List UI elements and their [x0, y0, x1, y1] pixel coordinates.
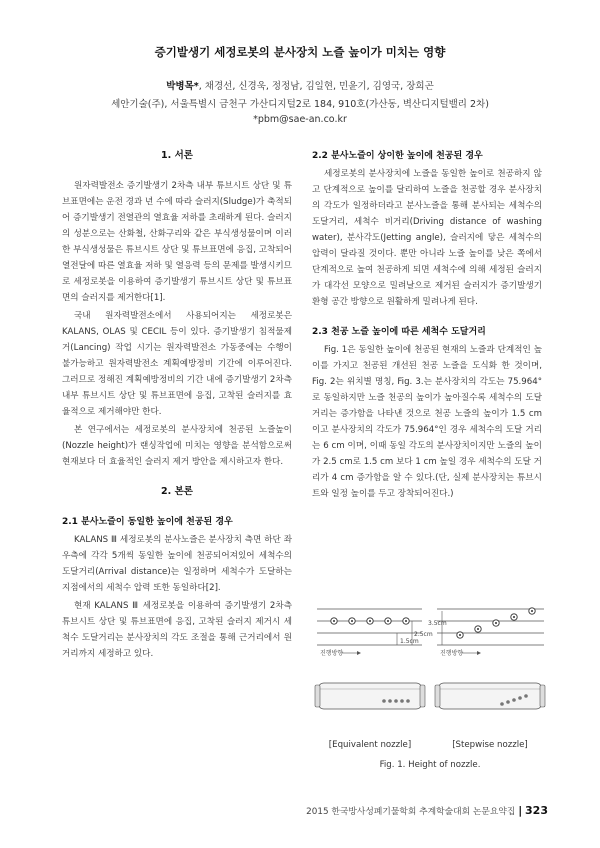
pipe-nozzle-hole: [518, 696, 522, 700]
footer-text: 2015 한국방사성폐기물학회 추계학술대회 논문요약집: [306, 807, 519, 817]
subsection-2-2-paragraph: 세정로봇의 분사장치에 노즐을 동일한 높이로 천공하지 않고 단계적으로 높이를 달리하여 노즐을 천공할 경우 분사장치의 각도가 일정하더라고 분사노즐을 통해 분사되는 세척수의 도달거리, 세척수 비거리(Driving distance of washing water), 분사각도(Jetting angle), 슬러지에 닿은 세척수의 압력이 달라질 것이다. 뿐만 아니라 노즐 높이를 낮은 쪽에서 단계적으로 높여 천공하게 되면 세척수에 의해 세정된 슬러지가 대각선 모양으로 밀려날으로 제거된 슬러지가 증기발생기 환형 공간 방향으로 원활하게 밀려나게 된다.: [312, 169, 542, 307]
stepwise-nozzle-label: [Stepwise nozzle]: [452, 740, 528, 750]
subsection-2-1-paragraph-2: 현재 KALANS Ⅲ 세정로봇을 이용하여 증기발생기 2차측 튜브시트 상단 및 튜브표면에 응집, 고착된 슬러지 제거시 세척수 도달거리는 분사장치의 각도 조절을 통해 근거리에서 원거리까지 세정하고 있다.: [62, 601, 292, 659]
pipe-nozzle-hole: [388, 699, 392, 703]
pipe-nozzle-hole: [500, 702, 504, 706]
pipe-nozzle-hole: [524, 694, 528, 698]
subsection-2-1-paragraph-1: KALANS Ⅲ 세정로봇의 분사노즐은 분사장치 측면 하단 좌우측에 각각 5개씩 동일한 높이에 천공되어져있어 세척수의 도달거리(Arrival distance)는 일정하며 세척수가 도달하는 지점에서의 세척수 압력 또한 동일하다[2].: [62, 535, 292, 593]
dim-label-c: 3.5cm: [428, 620, 447, 627]
equivalent-nozzle-pipe: [315, 683, 425, 709]
subsection-2-3-heading: 2.3 천공 노즐 높이에 따른 세척수 도달거리: [312, 327, 486, 337]
left-column: [62, 148, 292, 664]
co-authors: , 채경선, 신경욱, 정정남, 김일현, 민윤기, 김영국, 장희곤: [198, 81, 434, 92]
stepwise-nozzle-pipe: [435, 683, 545, 709]
figure-caption: Fig. 1. Height of nozzle.: [379, 760, 481, 770]
author-list: [0, 78, 600, 92]
footer-separator: |: [518, 804, 523, 817]
equivalent-nozzle-schematic: [317, 609, 433, 657]
equivalent-nozzle-label: [Equivalent nozzle]: [328, 740, 412, 750]
page-number: 323: [525, 804, 548, 817]
pipe-nozzle-hole: [406, 699, 410, 703]
right-column: [312, 148, 542, 504]
pipe-nozzle-hole: [506, 700, 510, 704]
pipe-nozzle-hole: [394, 699, 398, 703]
nozzle-diagram: [312, 595, 548, 760]
intro-paragraph-1: 원자력발전소 증기발생기 2차측 내부 튜브시트 상단 및 튜브표면에는 운전 경과 년 수에 따라 슬러지(Sludge)가 축적되어 증기발생기 전열관의 열효율 저하를 초래하게 된다. 슬러지의 성분으로는 산화철, 산화구리와 같은 부식생성물이며 이러한 부식생성물은 튜브시트 상단 및 튜브표면에 응집, 고착되어 열전달에 따른 열효율 저하 및 열응력 등의 문제를 발생시키므로 세정로봇을 이용하여 증기발생기 튜브시트 상단 및 튜브표면의 슬러지를 제거한다[1].: [62, 181, 292, 303]
subsection-2-1-heading: 2.1 분사노즐이 동일한 높이에 천공된 경우: [62, 517, 233, 527]
pipe-nozzle-hole: [400, 699, 404, 703]
direction-label-left: 진행방향: [320, 650, 344, 657]
lead-author: 박병목*: [166, 81, 199, 92]
intro-paragraph-3: 본 연구에서는 세정로봇의 분사장치에 천공된 노즐높이(Nozzle height)가 랜싱작업에 미치는 영향을 분석함으로써 현재보다 더 효율적인 슬러지 제거 방안을 제시하고자 한다.: [62, 425, 292, 467]
pipe-nozzle-hole: [382, 699, 386, 703]
contact-email: *pbm@sae-an.co.kr: [253, 114, 347, 125]
paper-title: 증기발생기 세정로봇의 분사장치 노즐 높이가 미치는 영향: [154, 45, 446, 59]
nozzle-figure: [312, 595, 548, 775]
stepwise-nozzle-schematic: [428, 608, 544, 657]
dim-label-b: 2.5cm: [414, 631, 433, 638]
direction-label-right: 진행방향: [440, 650, 464, 657]
subsection-2-2-heading: 2.2 분사노즐이 상이한 높이에 천공된 경우: [312, 151, 483, 161]
affiliation: 세안기술(주), 서울특별시 금천구 가산디지털2로 184, 910호(가산동, 벽산디지털밸리 2차): [111, 99, 489, 110]
section-2-heading: 2. 본론: [161, 486, 193, 497]
intro-paragraph-2: 국내 원자력발전소에서 사용되어지는 세정로봇은 KALANS, OLAS 및 CECIL 등이 있다. 증기발생기 침적물제거(Lancing) 작업 시기는 원자력발전소 가동중에는 수행이 불가능하고 원자력발전소 계획예방정비 기간에 이루어진다. 그러므로 정해진 계획예방정비의 기간 내에 증기발생기 2차측 내부 튜브시트 상단 및 튜브표면에 응집, 고착된 슬러지를 효율적으로 제거해야만 한다.: [62, 311, 292, 417]
section-1-heading: 1. 서론: [161, 150, 193, 161]
subsection-2-3-paragraph: Fig. 1은 동일한 높이에 천공된 현재의 노즐과 단계적인 높이를 가지고 천공된 개선된 천공 노즐을 도식화 한 것이며, Fig. 2는 위치별 명칭, Fig. 3.는 분사장치의 각도는 75.964°로 동일하지만 노즐 천공의 높이가 높아질수록 세척수의 도달거리는 증가함을 나타낸 것으로 천공 노즐의 높이가 1.5 cm 이고 분사장치의 각도가 75.964°인 경우 세척수의 도달 거리는 6 cm 이며, 이때 동일 각도의 분사장치이지만 노즐의 높이가 2.5 cm로 1.5 cm 보다 1 cm 높일 경우 세척수의 도달 거리가 4 cm 증가함을 알 수 있다.(단, 실제 분사장치는 튜브시트와 일정 높이를 두고 장착되어진다.): [312, 345, 542, 499]
dim-label-a: 1.5cm: [400, 638, 419, 645]
pipe-nozzle-hole: [512, 698, 516, 702]
page-footer: [306, 804, 548, 817]
